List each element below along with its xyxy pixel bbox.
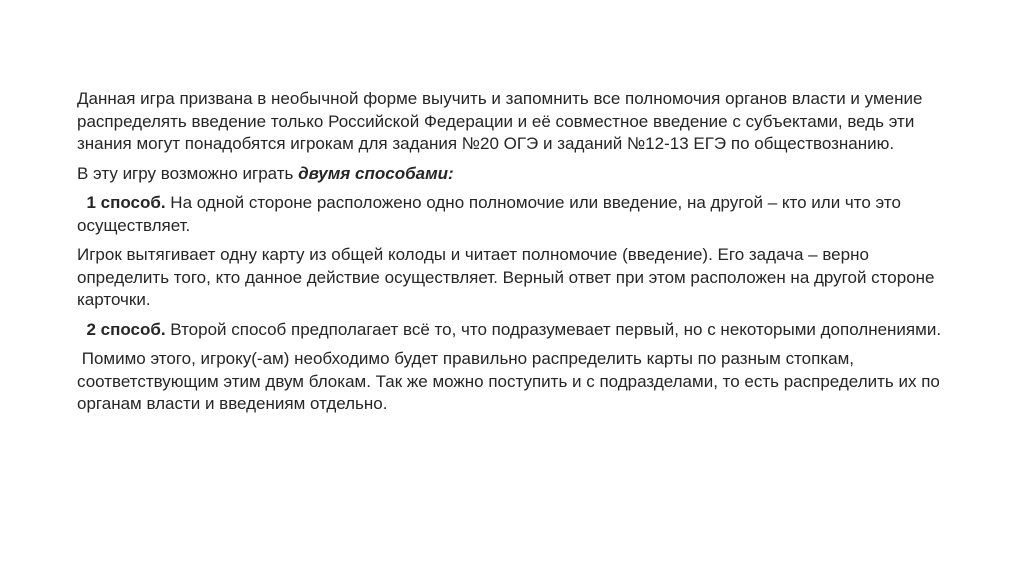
paragraph-ways	[77, 163, 947, 186]
paragraph-way2	[77, 319, 947, 342]
paragraph-intro	[77, 88, 947, 156]
paragraph-way2-detail	[77, 348, 947, 416]
way1-detail-text: Игрок вытягивает одну карту из общей колоды и читает полномочие (введение). Его задача – верно определить того, кто данное действие осуществляет. Верный ответ при этом расположен на другой стороне карточки.	[77, 245, 935, 309]
ways-emphasis-text: двумя способами:	[298, 163, 454, 183]
way2-label: 2 способ.	[77, 319, 166, 339]
paragraph-way1-detail	[77, 244, 947, 312]
way1-text: На одной стороне расположено одно полномочие или введение, на другой – кто или что это осуществляет.	[77, 193, 906, 235]
way2-detail-text: Помимо этого, игроку(-ам) необходимо будет правильно распределить карты по разным стопкам, соответствующим этим двум блокам. Так же можно поступить и с подразделами, то есть распределить их по органам власти и введениям отдельно.	[77, 349, 945, 413]
intro-text: Данная игра призвана в необычной форме выучить и запомнить все полномочия органов власти и умение распределять введение только Российской Федерации и её совместное введение с субъектами, ведь эти знания могут понадобятся игрокам для задания №20 ОГЭ и заданий №12-13 ЕГЭ по обществознанию.	[77, 89, 923, 153]
way1-label: 1 способ.	[77, 193, 166, 212]
way2-text: Второй способ предполагает всё то, что подразумевает первый, но с некоторыми дополнениями.	[165, 319, 942, 339]
slide-text-body	[77, 88, 947, 423]
paragraph-way1	[77, 192, 947, 237]
ways-prefix-text: В эту игру возможно играть	[77, 163, 299, 183]
